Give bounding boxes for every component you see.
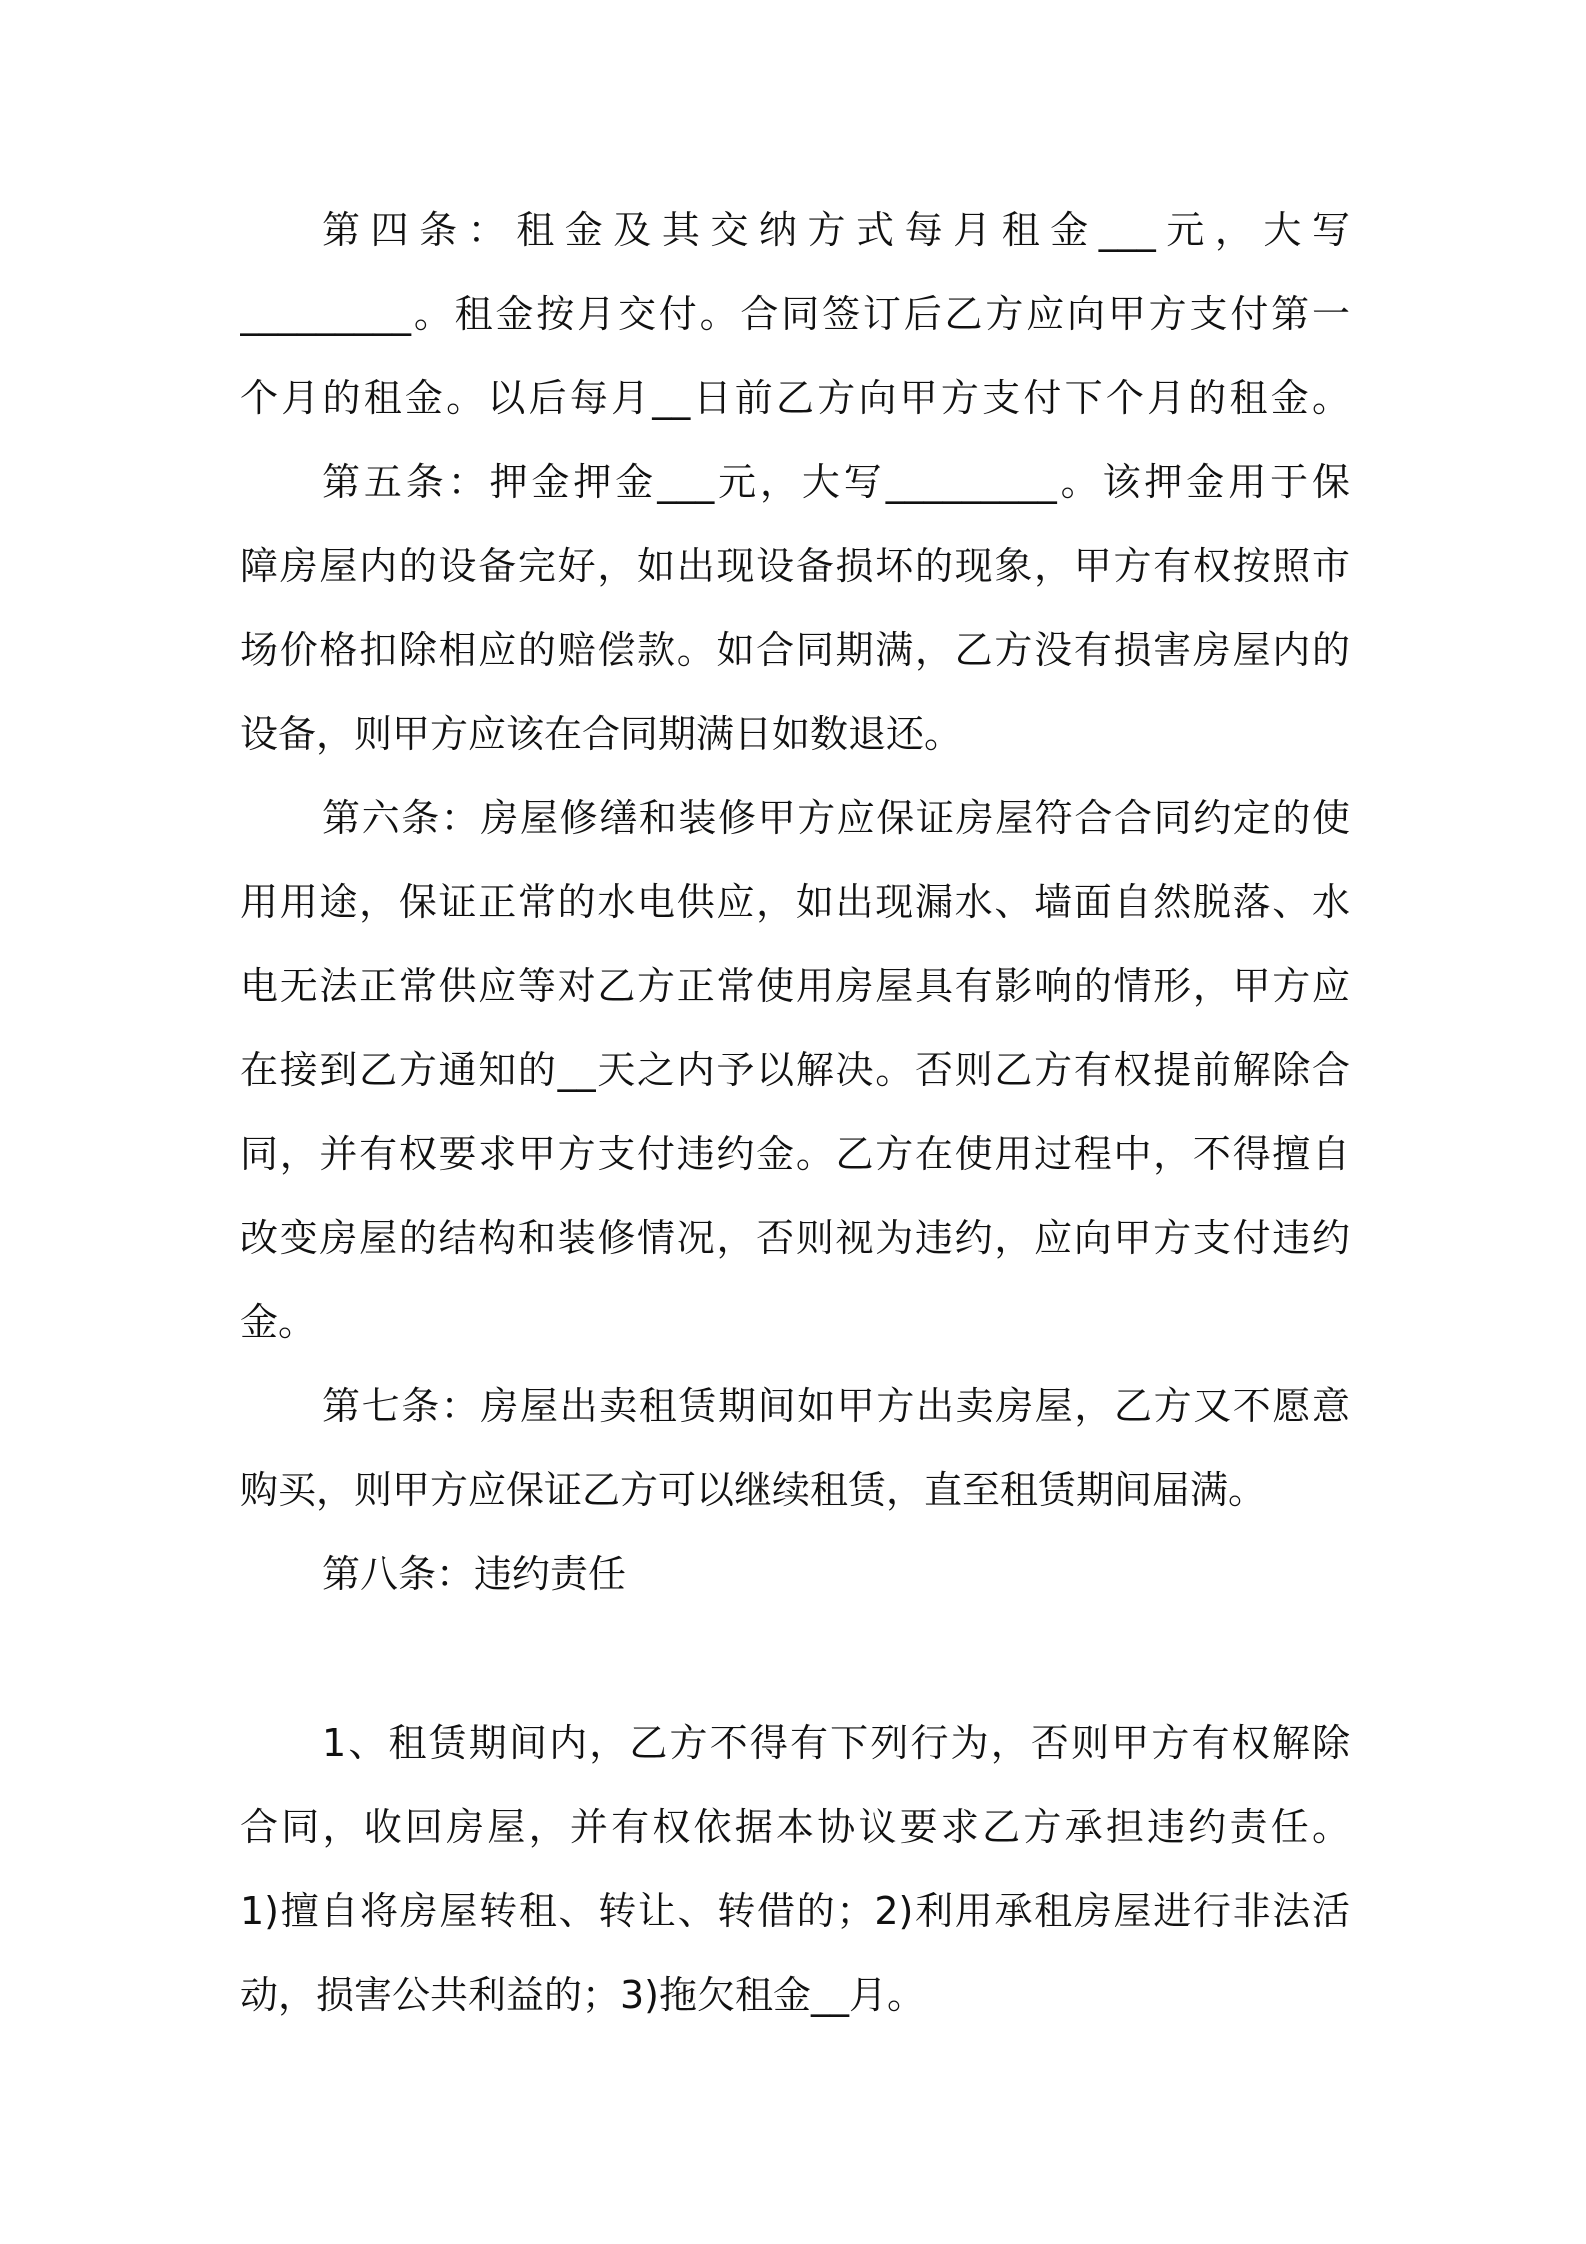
text-line-16: 购买，则甲方应保证乙方可以继续租赁，直至租赁期间届满。 <box>240 1468 1267 1512</box>
text-line-19: 合同，收回房屋，并有权依据本协议要求乙方承担违约责任。 <box>240 1805 1350 1849</box>
text-line-3: 个月的租金。以后每月__日前乙方向甲方支付下个月的租金。 <box>240 376 1350 420</box>
text-line-21: 动，损害公共利益的；3)拖欠租金__月。 <box>240 1973 926 2017</box>
text-line-4: 第五条：押金押金___元，大写_________。该押金用于保 <box>322 460 1350 504</box>
text-line-1: 第四条：租金及其交纳方式每月租金___元，大写 <box>322 208 1350 252</box>
text-line-14: 金。 <box>240 1300 317 1344</box>
text-line-13: 改变房屋的结构和装修情况，否则视为违约，应向甲方支付违约 <box>240 1216 1350 1260</box>
text-line-12: 同，并有权要求甲方支付违约金。乙方在使用过程中，不得擅自 <box>240 1132 1350 1176</box>
text-line-15: 第七条：房屋出卖租赁期间如甲方出卖房屋，乙方又不愿意 <box>322 1384 1350 1428</box>
text-line-9: 用用途，保证正常的水电供应，如出现漏水、墙面自然脱落、水 <box>240 880 1350 924</box>
text-line-18: 1、租赁期间内，乙方不得有下列行为，否则甲方有权解除 <box>322 1721 1350 1765</box>
text-line-20: 1)擅自将房屋转租、转让、转借的；2)利用承租房屋进行非法活 <box>240 1889 1350 1933</box>
text-line-17: 第八条：违约责任 <box>322 1552 627 1596</box>
text-line-2: _________。租金按月交付。合同签订后乙方应向甲方支付第一 <box>240 292 1350 336</box>
text-line-10: 电无法正常供应等对乙方正常使用房屋具有影响的情形，甲方应 <box>240 964 1350 1008</box>
text-line-7: 设备，则甲方应该在合同期满日如数退还。 <box>240 712 963 756</box>
text-line-11: 在接到乙方通知的__天之内予以解决。否则乙方有权提前解除合 <box>240 1048 1350 1092</box>
text-line-8: 第六条：房屋修缮和装修甲方应保证房屋符合合同约定的使 <box>322 796 1350 840</box>
text-line-6: 场价格扣除相应的赔偿款。如合同期满，乙方没有损害房屋内的 <box>240 628 1350 672</box>
text-line-5: 障房屋内的设备完好，如出现设备损坏的现象，甲方有权按照市 <box>240 544 1350 588</box>
